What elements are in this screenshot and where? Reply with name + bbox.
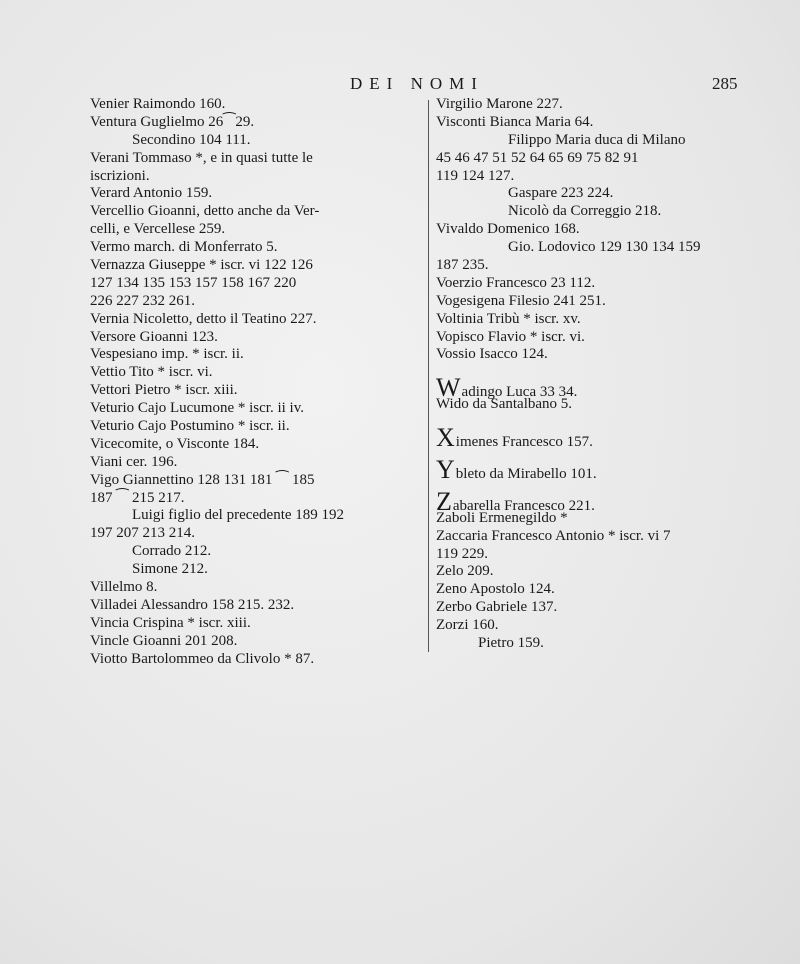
left-index-column [90,96,420,669]
index-entry: Ventura Guglielmo 26⁀29. [90,113,255,130]
index-entry: Secondino 104 111. [132,131,251,148]
section-initial: W [436,373,461,403]
index-entry: Verard Antonio 159. [90,185,213,202]
index-entry: 187 235. [436,257,489,274]
index-entry: 119 124 127. [436,167,515,184]
section-initial: Z [436,486,452,516]
index-entry: Virgilio Marone 227. [436,96,563,112]
index-entry: Vopisco Flavio * iscr. vi. [436,328,585,345]
index-entry: Vincia Crispina * iscr. xiii. [90,614,251,631]
index-entry: Vincle Gioanni 201 208. [90,632,238,649]
index-entry: 45 46 47 51 52 64 65 69 75 82 91 [436,149,639,166]
index-entry: Vermo march. di Monferrato 5. [90,239,278,256]
page-number: 285 [712,74,738,93]
index-entry: Zaboli Ermenegildo * [436,509,568,526]
index-entry: Zeno Apostolo 124. [436,581,555,598]
index-entry: 197 207 213 214. [90,525,195,542]
index-entry: Vernia Nicoletto, detto il Teatino 227. [90,310,317,327]
index-entry: 119 229. [436,545,488,562]
index-entry: 226 227 232 261. [90,292,195,309]
index-entry: Visconti Bianca Maria 64. [436,113,594,130]
index-entry: Vercellio Gioanni, detto anche da Ver- [90,203,320,220]
index-entry: Villadei Alessandro 158 215. 232. [90,596,295,613]
index-entry: Viani cer. 196. [90,453,178,470]
index-entry: Zerbo Gabriele 137. [436,599,558,616]
index-entry: Vogesigena Filesio 241 251. [436,292,606,309]
show-through-text [90,660,770,900]
index-entry: Gio. Lodovico 129 130 134 159 [508,239,701,256]
index-entry: Villelmo 8. [90,579,158,596]
index-entry [436,486,766,516]
index-entry: celli, e Vercellese 259. [90,221,226,238]
index-entry: Wido da Santalbano 5. [436,396,573,413]
section-gap [436,414,766,428]
index-entry: Luigi figlio del precedente 189 192 [132,507,345,524]
index-entry: Zorzi 160. [436,617,499,634]
index-entry: Vespesiano imp. * iscr. ii. [90,346,244,363]
index-entry: Vivaldo Domenico 168. [436,221,580,238]
page-header [0,74,800,98]
index-entry: Voltinia Tribù * iscr. xv. [436,310,581,327]
entry-text: abarella Francesco 221. [452,497,595,514]
index-entry: Filippo Maria duca di Milano [508,131,686,148]
index-entry: Pietro 159. [478,635,544,652]
index-entry [436,373,766,403]
index-entry: iscrizioni. [90,167,150,184]
index-entry: Vigo Giannettino 128 131 181 ⁀ 185 [90,471,315,488]
index-entry: Vettori Pietro * iscr. xiii. [90,382,238,399]
index-entry: Zelo 209. [436,563,494,580]
section-initial: Y [436,455,455,485]
index-entry: Corrado 212. [132,543,212,560]
index-entry: Gaspare 223 224. [508,185,614,202]
index-entry: 127 134 135 153 157 158 167 220 [90,274,297,291]
entry-text: imenes Francesco 157. [455,434,593,451]
entry-text: bleto da Mirabello 101. [455,466,597,483]
index-entry: Vossio Isacco 124. [436,346,548,363]
index-entry: Verani Tommaso *, e in quasi tutte le [90,149,313,166]
index-entry: Venier Raimondo 160. [90,96,226,112]
index-entry: Zaccaria Francesco Antonio * iscr. vi 7 [436,527,671,544]
index-entry [436,455,766,485]
index-entry: Veturio Cajo Postumino * iscr. ii. [90,418,290,435]
index-entry: Veturio Cajo Lucumone * iscr. ii iv. [90,400,304,417]
entry-text: adingo Luca 33 34. [461,384,578,401]
index-entry [436,423,766,453]
column-divider [428,100,429,652]
section-initial: X [436,423,455,453]
index-entry: Versore Gioanni 123. [90,328,218,345]
page-title: DEI NOMI [350,74,484,93]
right-index-column [436,96,766,653]
index-entry: Nicolò da Correggio 218. [508,203,662,220]
index-entry: 187 ⁀ 215 217. [90,489,185,506]
index-entry: Vicecomite, o Visconte 184. [90,435,260,452]
index-entry: Vettio Tito * iscr. vi. [90,364,213,381]
index-entry: Viotto Bartolommeo da Clivolo * 87. [90,650,315,667]
section-gap [436,364,766,378]
index-entry: Vernazza Giuseppe * iscr. vi 122 126 [90,257,313,274]
index-entry: Voerzio Francesco 23 112. [436,274,596,291]
index-entry: Simone 212. [132,561,208,578]
